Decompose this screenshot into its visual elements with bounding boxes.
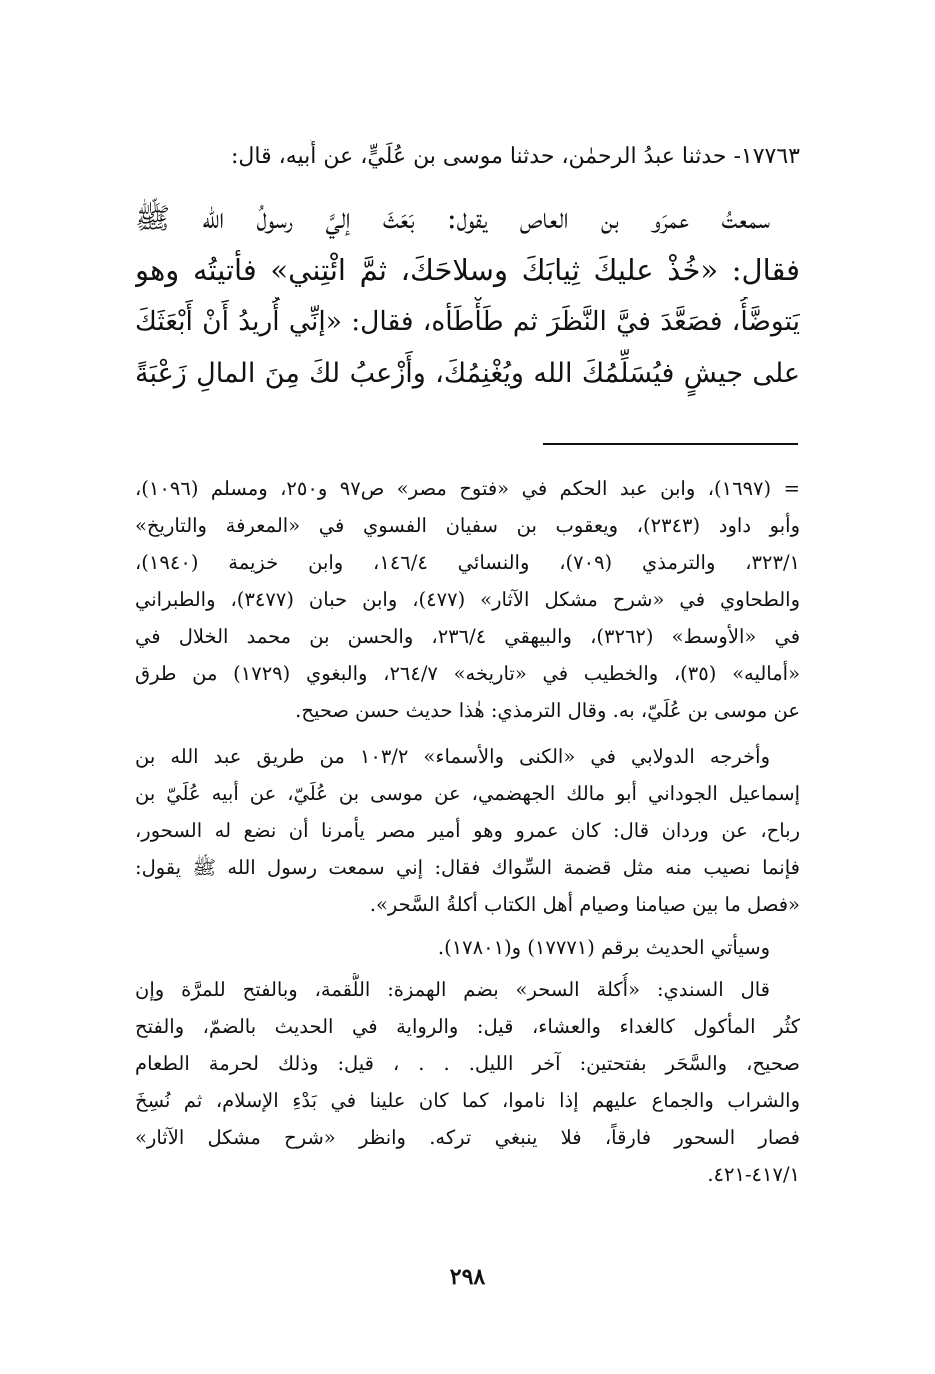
footnote-line: صحيح، والسَّحَر بفتحتين: آخر الليل. . . ، قيل: وذلك لحرمة الطعام xyxy=(135,1052,800,1075)
footnote-line: كثُر المأكول كالغداء والعشاء، قيل: والرواية في الحديث بالضمّ، والفتح xyxy=(135,1015,800,1038)
footnote-line: وأخرجه الدولابي في «الكنى والأسماء» ١٠٣/٢ من طريق عبد الله بن xyxy=(135,745,771,768)
footnote-line: رباح، عن وردان قال: كان عمرو وهو أمير مصر يأمرنا أن نضع له السحور، xyxy=(135,819,800,842)
footnote-line: = (١٦٩٧)، وابن عبد الحكم في «فتوح مصر» ص٩٧ و٢٥٠، ومسلم (١٠٩٦)، xyxy=(135,477,800,500)
footnote-line: فإنما نصيب منه مثل قضمة السِّواك فقال: إني سمعت رسول الله ﷺ يقول: xyxy=(135,856,800,879)
hadith-line: فقال: «خُذْ عليكَ ثِيابَكَ وسلاحَكَ، ثمَّ ائْتِني» فأتيتُه وهو xyxy=(135,253,800,287)
footnote-line: قال السندي: «أُكلة السحر» بضم الهمزة: اللُّقمة، وبالفتح للمرَّة وإن xyxy=(135,978,770,1001)
page-number: ٢٩٨ xyxy=(449,1264,486,1290)
footnote-line: عن موسى بن عُلَيّ، به. وقال الترمذي: هٰذا حديث حسن صحيح. xyxy=(295,699,800,722)
footnote-line: والشراب والجماع عليهم إذا ناموا، كما كان علينا في بَدْءِ الإسلام، ثم نُسِخَ xyxy=(135,1089,800,1112)
hadith-line: سمعتُ عمرَو بن العاص يقول: بَعَثَ إليَّ رسولُ الله ﷺ xyxy=(135,201,770,235)
hadith-line: يَتوضَّأُ، فصَعَّدَ فيَّ النَّظَرَ ثم طَأْطَأه، فقال: «إنِّي أُريدُ أَنْ أَبْعَثَكَ xyxy=(135,306,800,337)
footnote-line: «فصل ما بين صيامنا وصيام أهل الكتاب أكلةُ السَّحر». xyxy=(369,893,800,916)
footnote-line: ٣٢٣/١، والترمذي (٧٠٩)، والنسائي ١٤٦/٤، وابن خزيمة (١٩٤٠)، xyxy=(135,551,800,574)
footnote-line: في «الأوسط» (٣٢٦٢)، والبيهقي ٢٣٦/٤، والحسن بن محمد الخلال في xyxy=(135,625,800,648)
footnote-line: «أماليه» (٣٥)، والخطيب في «تاريخه» ٢٦٤/٧، والبغوي (١٧٢٩) من طرق xyxy=(135,662,800,685)
footnote-line: ٤١٧/١-٤٢١. xyxy=(707,1163,800,1186)
footnote-separator xyxy=(543,443,798,445)
footnote-line: وسيأتي الحديث برقم (١٧٧٧١) و(١٧٨٠١). xyxy=(437,936,770,959)
footnote-line: والطحاوي في «شرح مشكل الآثار» (٤٧٧)، وابن حبان (٣٤٧٧)، والطبراني xyxy=(135,588,800,611)
hadith-header: ١٧٧٦٣- حدثنا عبدُ الرحمٰن، حدثنا موسى بن عُلَيٍّ، عن أَبيه، قال: xyxy=(230,144,800,169)
hadith-line: على جيشٍ فيُسَلِّمُكَ الله ويُغْنِمُكَ، وأَزْعبُ لكَ مِنَ المالِ زَعْبَةً xyxy=(135,358,800,389)
footnote-line: فصار السحور فارقاً، فلا ينبغي تركه. وانظر «شرح مشكل الآثار» xyxy=(135,1126,800,1149)
footnote-line: وأبو داود (٢٣٤٣)، ويعقوب بن سفيان الفسوي في «المعرفة والتاريخ» xyxy=(135,514,800,537)
footnote-line: إسماعيل الجوداني أبو مالك الجهضمي، عن موسى بن عُلَيّ، عن أبيه عُلَيّ بن xyxy=(135,782,800,805)
